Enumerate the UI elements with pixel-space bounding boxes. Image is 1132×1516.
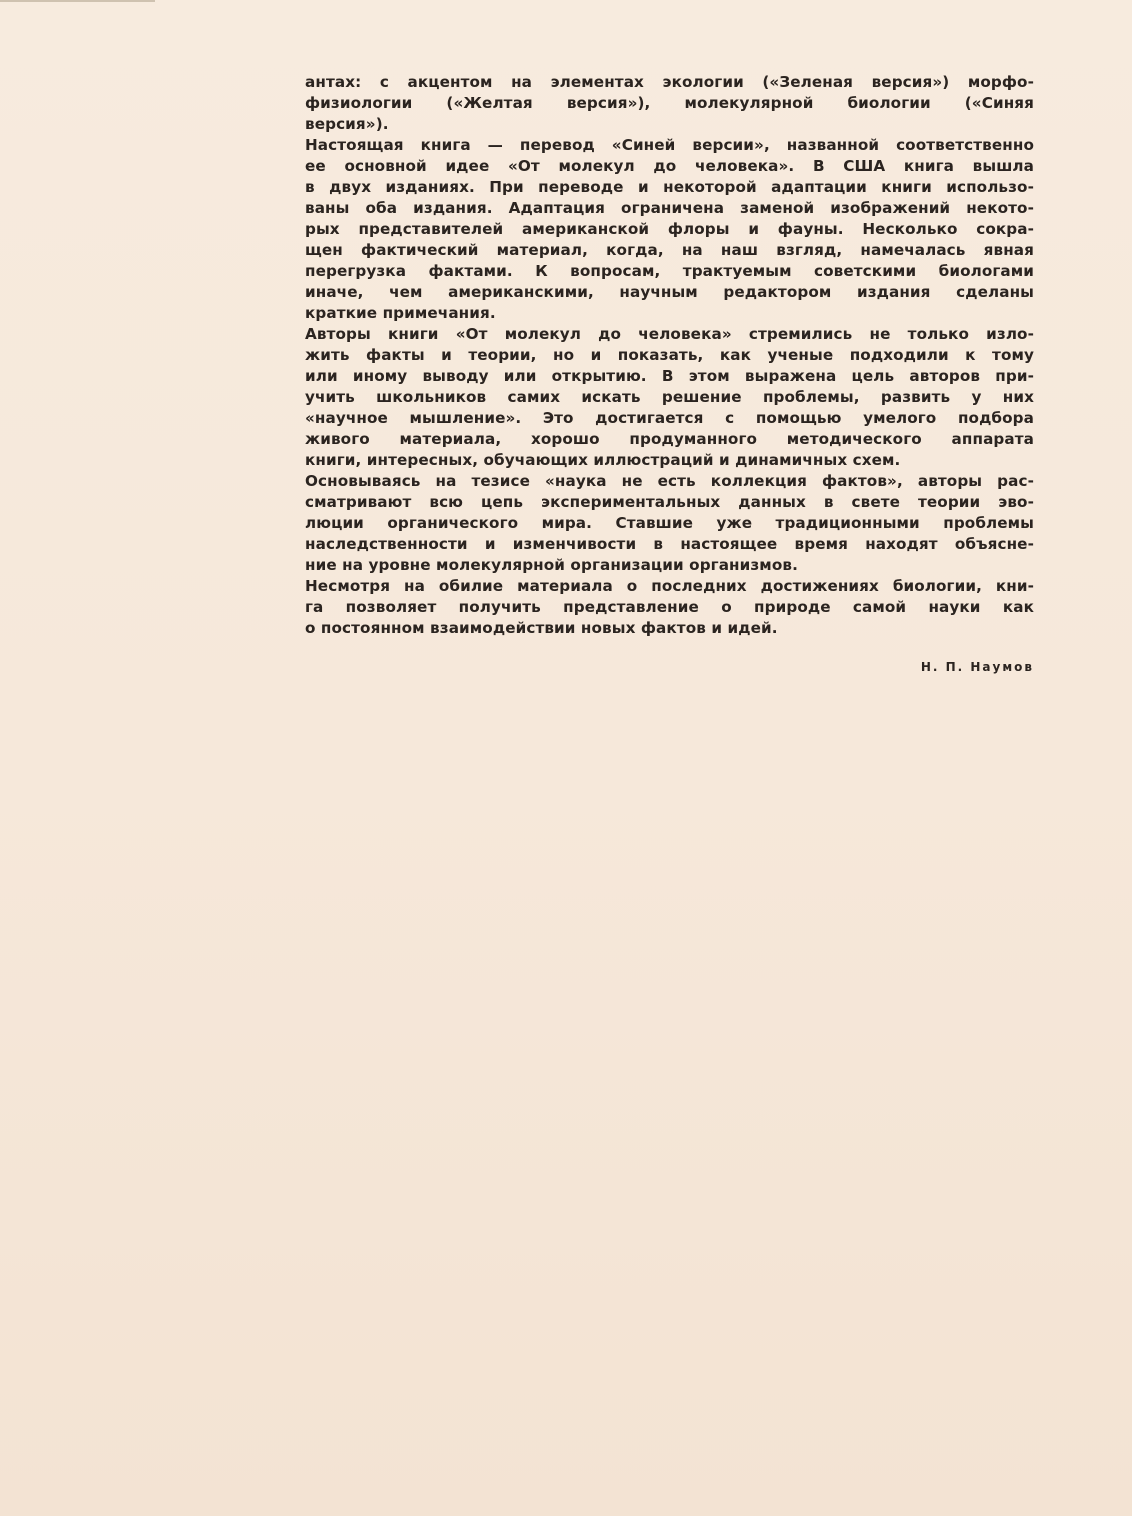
author-signature: Н. П. Наумов: [920, 660, 1034, 674]
text-line: антах: с акцентом на элементах экологии («Зеленая версия») морфо-: [305, 73, 1034, 91]
text-line: рых представителей американской флоры и фауны. Несколько сокра-: [305, 220, 1034, 238]
text-line: га позволяет получить представление о природе самой науки как: [305, 598, 1034, 616]
text-line: краткие примечания.: [305, 304, 496, 322]
scan-edge: [0, 0, 155, 2]
paragraph: [305, 576, 1034, 639]
text-line: или иному выводу или открытию. В этом выражена цель авторов при-: [305, 367, 1034, 385]
text-line: ние на уровне молекулярной организации организмов.: [305, 556, 798, 574]
text-line: версия»).: [305, 115, 389, 133]
paragraph: [305, 135, 1034, 324]
text-line: ваны оба издания. Адаптация ограничена заменой изображений некото-: [305, 199, 1034, 217]
text-line: люции органического мира. Ставшие уже традиционными проблемы: [305, 514, 1034, 532]
text-line: иначе, чем американскими, научным редактором издания сделаны: [305, 283, 1034, 301]
paragraph: [305, 471, 1034, 576]
text-line: Авторы книги «От молекул до человека» стремились не только изло-: [305, 325, 1034, 343]
paragraph: [305, 324, 1034, 471]
text-line: о постоянном взаимодействии новых фактов и идей.: [305, 619, 778, 637]
text-line: физиологии («Желтая версия»), молекулярной биологии («Синяя: [305, 94, 1034, 112]
paragraph: [305, 72, 1034, 135]
text-line: учить школьников самих искать решение проблемы, развить у них: [305, 388, 1034, 406]
text-line: ее основной идее «От молекул до человека». В США книга вышла: [305, 157, 1034, 175]
text-line: жить факты и теории, но и показать, как ученые подходили к тому: [305, 346, 1034, 364]
text-line: живого материала, хорошо продуманного методического аппарата: [305, 430, 1034, 448]
text-line: в двух изданиях. При переводе и некоторой адаптации книги использо-: [305, 178, 1034, 196]
text-line: книги, интересных, обучающих иллюстраций и динамичных схем.: [305, 451, 901, 469]
text-line: сматривают всю цепь экспериментальных данных в свете теории эво-: [305, 493, 1034, 511]
text-line: щен фактический материал, когда, на наш взгляд, намечалась явная: [305, 241, 1034, 259]
text-line: Несмотря на обилие материала о последних достижениях биологии, кни-: [305, 577, 1034, 595]
text-line: перегрузка фактами. К вопросам, трактуемым советскими биологами: [305, 262, 1034, 280]
text-line: Основываясь на тезисе «наука не есть коллекция фактов», авторы рас-: [305, 472, 1034, 490]
text-line: наследственности и изменчивости в настоящее время находят объясне-: [305, 535, 1034, 553]
body-text: [305, 72, 1034, 639]
text-line: Настоящая книга — перевод «Синей версии», названной соответственно: [305, 136, 1034, 154]
text-line: «научное мышление». Это достигается с помощью умелого подбора: [305, 409, 1034, 427]
